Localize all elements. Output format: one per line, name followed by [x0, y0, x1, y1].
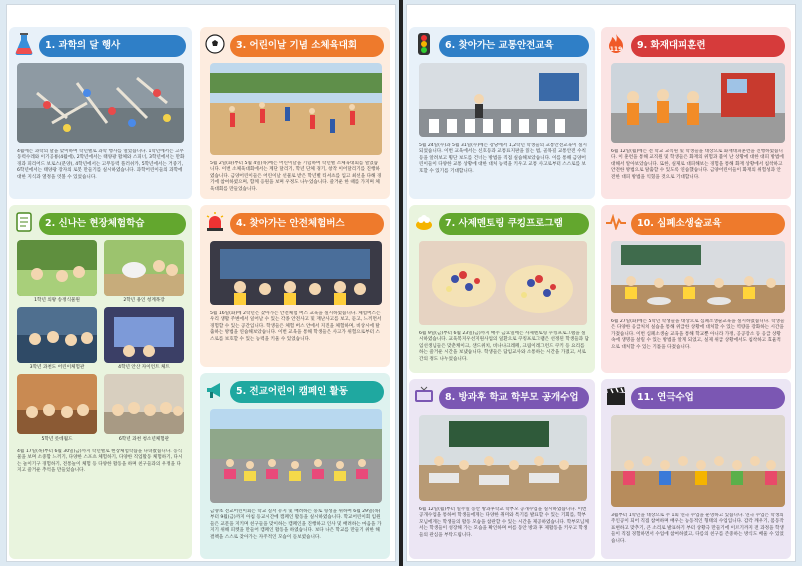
section-header	[230, 381, 384, 403]
trip-photo-6	[104, 374, 184, 434]
section-traffic-safety	[409, 27, 595, 199]
right-page	[406, 4, 796, 562]
trip-caption-1: 1학년 의왕 송정식물원	[34, 298, 80, 303]
trip-caption-2: 2학년 용인 청계목장	[123, 298, 165, 303]
section-title: 11. 연극수업	[637, 392, 694, 403]
trip-photo-2	[104, 240, 184, 296]
section-header	[439, 213, 589, 235]
afterschool-photo	[419, 415, 587, 501]
section-body: 3월부터 1학년을 대상으로 주 1회 연극 수업을 운영하고 있습니다. 연극 수업은 학생의 주인공이 되어 직접 참여하며 배우는 능동적인 형태의 수업입니다. 감각 깨우기, 몸동작 표현하고 맞추기, 큰 소리로 발표하기 부터 상황극 만들기에 이르기까지 전 과정을 학생들이 직접 경험하면서 수업에 참여하였고, 다름의 친구를 존중하는 방식도 배울 수 있었습니다.	[611, 513, 784, 544]
section-header	[631, 213, 785, 235]
section-cpr-education	[601, 205, 791, 373]
section-body: 6월 12일(월)에는 전 학교 교직원 및 학생들을 대상으로 화재대피훈련을 진행하였습니다. 이 훈련을 통해 교직원 및 학생들은 화재의 위험과 불이 난 상황에 대한 대피 방법에 대해서 알아보았습니다. 또한, 실제로 대피해보는 경험을 통해 화재 상황에서 침착하고 안전한 방법으로 탈출할 수 있도록 연습했습니다. 금양어린이들이 화재의 위험성과 안전한 대피 방법을 익혔을 것으로 기대합니다.	[611, 149, 784, 180]
trip-photo-1	[17, 240, 97, 296]
section-safety-bus	[200, 205, 390, 367]
science-photo	[17, 63, 184, 143]
section-field-trip	[9, 205, 192, 559]
section-fire-drill	[601, 27, 791, 199]
section-header	[39, 35, 186, 57]
section-body: 6월 9일(금)부터 6월 23일(금)까지 매주 금요일에는 사제멘토링 쿠킹프로그램을 실시하였습니다. 교육복지우선지원사업의 일환으로 쿠킹프로그램은 선정된 학생들과 담임선생님들은 맞춘케이크, 샌드위치, 비나나크레페, 크림이레그런드 쿠키 등 요리를 하는 즐거운 시간을 보냈습니다. 학생들은 담임교사와 소통하는 시간을 가졌고, 서로 간의 정도 나누었습니다.	[419, 331, 589, 362]
section-body: 5월 16일(화)에 2학년은 찾아가는 안전체험 버스 교육을 실시하였습니다. 체험버스는 우리 생활 주변에서 일어날 수 있는 각종 안전사고 및 재난사고를 보고, 듣고, 느끼면서 경험할 수 있는 공간입니다. 학생들은 체험 버스 안에서 지진을 체험하며, 비상시에 탈출하는 방법을 연습해보았습니다. 이번 교육을 통해 학생들은 사고가 위험으로부터 스스로를 보호할 수 있는 능력을 키울 수 있었습니다.	[210, 311, 382, 342]
section-drama-class	[601, 379, 791, 559]
section-title: 2. 신나는 현장체험학습	[45, 218, 145, 229]
section-title: 5. 전교어린이 캠페인 활동	[236, 386, 348, 397]
section-body: 6월 27일(화)에는 5학년 학생들을 대상으로 심폐소생술교육을 실시하였습니다. 학생들은 다양한 응급처치 실습을 통해 위급한 상황에 대처할 수 있는 역량을 강화하는 시간을 가졌습니다. 이번 심폐소생술 교육을 통해 학교뿐 아니라 가정, 공공장소 등 응급 상황 속에 생명을 살릴 수 있는 방법을 알게 되었고, 실제 위급 상황에서도 침착하고 효율적으로 대처할 수 있는 기틀을 다졌습니다.	[611, 319, 785, 350]
trip-caption-6: 6학년 과천 청소년체험관	[118, 437, 170, 442]
section-header	[230, 213, 384, 235]
section-title: 9. 화재대피훈련	[637, 40, 706, 51]
section-header	[439, 35, 589, 57]
section-title: 10. 심폐소생술교육	[637, 218, 722, 229]
section-title: 6. 찾아가는 교통안전교육	[445, 40, 554, 51]
left-page	[6, 4, 396, 562]
trip-photo-5	[17, 374, 97, 434]
section-title: 8. 방과후 학교 학부모 공개수업	[445, 392, 579, 403]
section-body: 5월 24일(수)과 5월 31일(수)에는 강당에서 1,2학년 학생들의 교통안전교육이 실시되었습니다. 이번 교육에서는 신호등과 교통표지판을 읽는 법, 골목길 교통안전 수칙 등을 알려보고 횡단 보도를 건너는 방법을 직접 실습해보았습니다. 이를 통해 금양어린이들이 다양한 교통 상황에 대한 대처 능력을 키우고 교통 사고로부터 스스로를 보호할 수 있기를 기대합니다.	[419, 143, 587, 174]
section-header	[631, 387, 785, 409]
tv-icon	[413, 383, 435, 409]
section-header	[230, 35, 384, 57]
megaphone-icon	[204, 377, 226, 403]
flask-icon	[13, 31, 35, 57]
trip-caption-3: 3학년 과천도 어린이체험관	[29, 365, 85, 370]
notebook-icon	[13, 209, 35, 235]
cooking-photo	[419, 241, 587, 325]
soccer-ball-icon	[204, 31, 226, 57]
section-title: 7. 사제멘토링 쿠킹프로그램	[445, 218, 563, 229]
section-body: 4월 17일(목)부터 6월 30일(금)까지 학년별로 현장체험학습을 다녀왔습니다. 동식물을 보며 소중함 느끼기, 다양한 스포츠 체험하기, 다양한 직업활동 체험하기, 다시는 놀이기구 경험하기, 전통놀이 체험 등 다양한 활동을 하며 친구들과의 우정을 다지고 즐거운 추억을 만들었습니다.	[17, 449, 183, 474]
section-body: 5월 2일(화)부터 5월 4일(목)에는 어린이날을 기념하여 학년별 소체육대회를 열었습니다. 이번 소체육대회에서는 계단 달리기, 학년 단체 경기, 창작 이어달리기를 진행하였습니다. 금양어린이들은 어린이날 선물로 받은 학년별 티셔츠를 입고 최선을 다해 경기에 참여하였으며, 함께 응원을 보며 우정도 나누었습니다. 즐거운 한 때를 가지며 체육대회를 만들었습니다.	[210, 161, 382, 192]
heartbeat-icon	[605, 209, 627, 235]
section-sports-day	[200, 27, 390, 199]
drama-photo	[611, 415, 785, 507]
section-science-month	[9, 27, 192, 199]
section-header	[39, 213, 186, 235]
cooking-icon	[413, 209, 435, 235]
section-header	[609, 35, 785, 57]
section-body: 금양초 전교어린이회는 학교 질서 유지 및 배려하는 풍토 형성을 위하여 6월 29일(목)부터 9월(금)까지 아침 등교시간에 캠페인 활동을 실시하였습니다. 학교어린이회 임원들은 교문을 지키며 친구들을 맞이하는 캠페인을 진행하고 인사 및 배려하는 마음을 가지기 위해 피켓을 만들어 캠페인 활동을 하였습니다. 보다 나은 학교를 만들기 위한 해결책을 스스로 찾아가는 자주적인 모습이 돋보였습니다.	[210, 509, 382, 540]
section-title: 4. 찾아가는 안전체험버스	[236, 218, 345, 229]
fire-drill-photo	[611, 63, 785, 143]
section-title: 3. 어린이날 기념 소체육대회	[236, 40, 358, 51]
clapperboard-icon	[605, 383, 627, 409]
traffic-light-icon	[413, 31, 435, 57]
section-header	[439, 387, 589, 409]
traffic-safety-photo	[419, 63, 587, 137]
section-title: 1. 과학의 달 행사	[45, 40, 121, 51]
trip-caption-4: 4학년 안산 자이언트 체트	[118, 365, 170, 370]
section-body: 6월 12일(월)부터 일주일 동안 방과후학교 학부모 공개수업을 실시하였습니다. 이번 공개수업을 통하여 학생들에게는 다양한 취미와 특기를 발표할 수 있는 기회를, 학부모님에게는 학생들의 활동 모습을 참관할 수 있는 시간을 제공하였습니다. 학부모님께서는 학생들이 성장해 가는 모습을 확인하며 여름 동안 방과 후 제활동을 키우고 학생들의 관심을 부탁드립니다.	[419, 507, 589, 538]
svg-text:119: 119	[609, 46, 623, 53]
trip-photo-3	[17, 307, 97, 363]
section-body: 4월에는 과학의 달을 맞이하여 학년별로 과학 행사를 열었습니다. 1학년에서는 고무동력수레와 이기공룡(4월에), 2학년에서는 태양광 활체와 스피너, 3학년에서는 만화경과 피리어드 보로스(분양), 4학년에서는 고무동력 플러쉬카, 5학년에서는 거중기, 6학년에서는 태양광 장자의 로봇 만들기를 실시하였습니다. 과학어린이들의 과학에 대한 지식과 열정을 엿볼 수 있었습니다.	[17, 149, 185, 180]
trip-caption-5: 5학년 롯데월드	[41, 437, 73, 442]
section-afterschool-open-class	[409, 379, 595, 559]
trip-photo-4	[104, 307, 184, 363]
campaign-photo	[210, 409, 382, 503]
siren-icon	[204, 209, 226, 235]
page-spine	[399, 0, 403, 566]
cpr-photo	[611, 241, 785, 313]
safety-bus-photo	[210, 241, 382, 305]
section-campaign	[200, 373, 390, 559]
sports-day-photo	[210, 63, 382, 155]
section-cooking-program	[409, 205, 595, 373]
fire-119-icon	[605, 31, 627, 57]
